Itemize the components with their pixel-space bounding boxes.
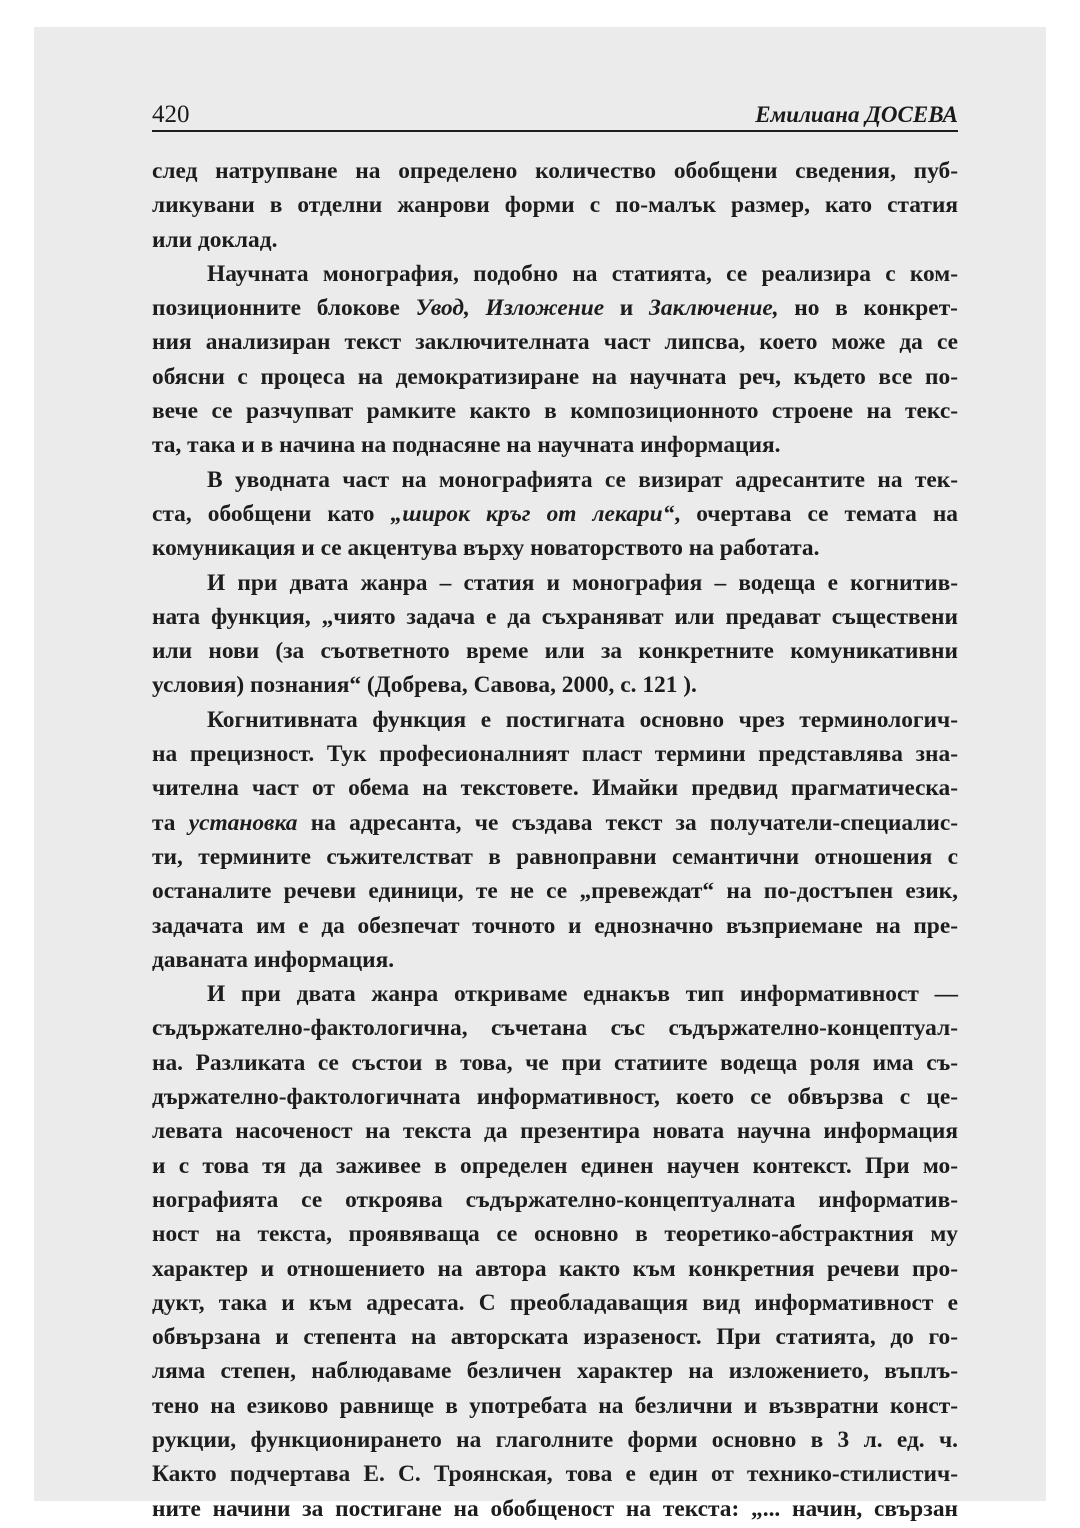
text-line [152, 497, 958, 531]
text-line: на. Разликата се състои в това, че при статиите водеща роля има съ- [152, 1049, 958, 1076]
text-line: условия) познания“ (Добрева, Савова, 2000, с. 121 ). [152, 672, 697, 699]
text-line: съдържателно-фактологична, съчетана със съдържателно-концептуал- [152, 1015, 958, 1042]
text-line: ликувани в отделни жанрови форми с по-малък размер, като статия [152, 192, 958, 219]
text-line [152, 291, 958, 325]
text-line: ната функция, „чиято задача е да съхраняват или предават съществени [152, 603, 958, 630]
text-line: ните начини за постигане на обобщеност на текста: „... начин, свързан [152, 1495, 958, 1522]
italic-term: Заключение, [648, 295, 779, 322]
text-segment: , очертава се темата на [674, 500, 958, 527]
text-line: и с това тя да заживее в определен единен научен контекст. При мо- [152, 1152, 958, 1179]
text-line: държателно-фактологичната информативност, което се обвързва с це- [152, 1084, 958, 1111]
text-segment: и [604, 295, 649, 322]
text-line: останалите речеви единици, те не се „превеждат“ на по-достъпен език, [152, 878, 958, 905]
body-text [152, 154, 958, 1526]
text-line: ляма степен, наблюдаваме безличен характер на изложението, въплъ- [152, 1358, 958, 1385]
text-line: И при двата жанра откриваме еднакъв тип информативност — [207, 981, 958, 1008]
text-line: обясни с процеса на демократизиране на научната реч, където все по- [152, 363, 958, 390]
text-line: вече се разчупват рамките както в композиционното строене на текс- [152, 398, 958, 425]
text-segment: на адресанта, че създава текст за получатели-специалис- [297, 809, 958, 836]
italic-term: Увод, Изложение [415, 295, 605, 322]
text-line: комуникация и се акцентува върху новаторството на работата. [152, 535, 820, 562]
text-line: задачата им е да обезпечат точното и еднозначно възприемане на пре- [152, 912, 958, 939]
text-line: на прецизност. Тук професионалният пласт термини представлява зна- [152, 741, 958, 768]
text-line: В уводната част на монографията се визират адресантите на тек- [207, 466, 958, 493]
italic-term: установка [188, 809, 298, 836]
text-line: Когнитивната функция е постигната основно чрез терминологич- [207, 706, 958, 733]
text-line: та, така и в начина на поднасяне на научната информация. [152, 432, 781, 459]
text-segment: позиционните блокове [152, 295, 416, 322]
text-line: характер и отношението на автора както към конкретния речеви про- [152, 1255, 958, 1282]
text-line: ния анализиран текст заключителната част липсва, което може да се [152, 329, 958, 356]
text-line: обвързана и степента на авторската изразеност. При статията, до го- [152, 1324, 958, 1351]
text-line: даваната информация. [152, 946, 395, 973]
running-header [152, 100, 958, 132]
text-line: след натрупване на определено количество обобщени сведения, пуб- [152, 158, 958, 184]
text-line: Научната монография, подобно на статията, се реализира с ком- [207, 260, 958, 287]
text-line: ти, термините съжителстват в равноправни семантични отношения с [152, 843, 958, 870]
text-line: рукции, функционирането на глаголните форми основно в 3 л. ед. ч. [152, 1426, 958, 1453]
text-line [152, 806, 958, 840]
page-number: 420 [152, 101, 190, 128]
text-line: Както подчертава Е. С. Троянская, това е един от технико-стилистич- [152, 1461, 958, 1488]
text-line: чителна част от обема на текстовете. Имайки предвид прагматическа- [152, 775, 958, 802]
text-line: ност на текста, проявяваща се основно в теоретико-абстрактния му [152, 1221, 958, 1248]
text-line: дукт, така и към адресата. С преобладаващия вид информативност е [152, 1289, 958, 1316]
italic-term: „широк кръг от лекари“ [390, 500, 675, 527]
text-line: нографията се откроява съдържателно-концептуалната информатив- [152, 1186, 958, 1213]
text-line: И при двата жанра – статия и монография – водеща е когнитив- [207, 569, 958, 596]
text-line: или доклад. [152, 226, 278, 253]
text-segment: но в конкрет- [778, 295, 958, 322]
text-segment: ста, обобщени като [152, 500, 391, 527]
text-line: или нови (за съответното време или за конкретните комуникативни [152, 638, 958, 665]
text-line: левата насоченост на текста да презентира новата научна информация [152, 1118, 958, 1145]
text-line: тено на езиково равнище в употребата на безлични и възвратни конст- [152, 1392, 958, 1419]
text-segment: та [152, 809, 189, 836]
running-header-author: Емилиана ДОСЕВА [755, 102, 958, 127]
